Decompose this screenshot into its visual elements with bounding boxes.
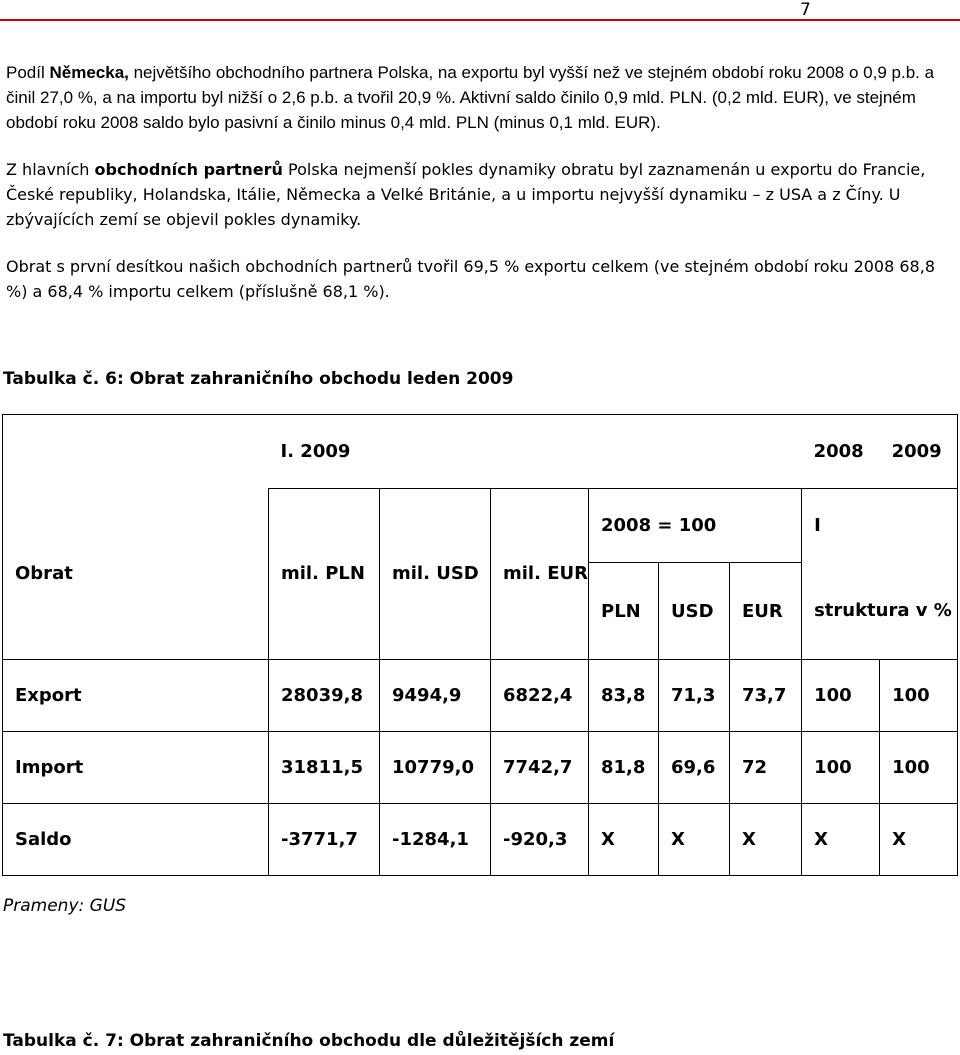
page-number: 7 [800,0,811,20]
header-roman-i: I [802,489,958,563]
paragraph-partners [6,157,956,232]
cell-index-eur: 73,7 [730,660,802,732]
cell-structure-2008: X [802,804,880,876]
p2-suffix: Polska nejmenší pokles dynamiky obratu byl zaznamenán u exportu do Francie, České republiky, Holandska, Itálie, Německa a Velké Británie, a u importu nejvyšší dynamiku – z USA a z Číny. U zbývajících zemí se objevil pokles dynamiky. [6,160,926,229]
table-row-export [3,660,958,732]
header-row-index [3,489,958,563]
header-sub-usd: USD [659,563,730,660]
cell-usd: 9494,9 [380,660,491,732]
cell-structure-2009: 100 [880,732,958,804]
header-period: I. 2009 [269,415,802,489]
row-label: Saldo [3,804,269,876]
cell-index-pln: 83,8 [589,660,659,732]
cell-index-eur: 72 [730,732,802,804]
header-structure: struktura v % [802,563,958,660]
cell-usd: -1284,1 [380,804,491,876]
table6-caption: Tabulka č. 6: Obrat zahraničního obchodu leden 2009 [3,369,514,389]
p1-suffix: největšího obchodního partnera Polska, na exportu byl vyšší než ve stejném období roku 2008 o 0,9 p.b. a činil 27,0 %, a na importu byl nižší o 2,6 p.b. a tvořil 20,9 %. Aktivní saldo činilo 0,9 mld. PLN. (0,2 mld. EUR), ve stejném období roku 2008 saldo bylo pasivní a činilo minus 0,4 mld. PLN (minus 0,1 mld. EUR). [6,63,935,132]
table-row-saldo [3,804,958,876]
trade-table [2,414,958,876]
row-label: Import [3,732,269,804]
header-empty [3,415,269,489]
cell-pln: 31811,5 [269,732,380,804]
source-note: Prameny: GUS [3,896,127,916]
p1-prefix: Podíl [6,63,50,82]
paragraph-germany [6,60,956,135]
cell-index-usd: 69,6 [659,732,730,804]
cell-index-pln: 81,8 [589,732,659,804]
cell-index-usd: X [659,804,730,876]
cell-eur: 6822,4 [491,660,589,732]
paragraph-top-ten: Obrat s první desítkou našich obchodních partnerů tvořil 69,5 % exportu celkem (ve stejném období roku 2008 68,8 %) a 68,4 % importu celkem (příslušně 68,1 %). [6,257,935,301]
header-mil-usd: mil. USD [380,489,491,660]
cell-pln: -3771,7 [269,804,380,876]
header-mil-eur: mil. EUR [491,489,589,660]
header-row-years [3,415,958,489]
cell-eur: 7742,7 [491,732,589,804]
cell-pln: 28039,8 [269,660,380,732]
p2-prefix: Z hlavních [6,160,95,179]
table7-caption: Tabulka č. 7: Obrat zahraničního obchodu dle důležitějších zemí [3,1031,615,1051]
header-sub-eur: EUR [730,563,802,660]
cell-eur: -920,3 [491,804,589,876]
row-label: Export [3,660,269,732]
cell-structure-2009: 100 [880,660,958,732]
cell-structure-2008: 100 [802,732,880,804]
header-index: 2008 = 100 [589,489,802,563]
cell-structure-2009: X [880,804,958,876]
cell-structure-2008: 100 [802,660,880,732]
header-obrat: Obrat [3,489,269,660]
header-sub-pln: PLN [589,563,659,660]
p2-bold: obchodních partnerů [94,160,283,179]
cell-index-pln: X [589,804,659,876]
cell-usd: 10779,0 [380,732,491,804]
header-mil-pln: mil. PLN [269,489,380,660]
header-year-a: 2008 [802,415,880,489]
header-year-b: 2009 [880,415,958,489]
cell-index-usd: 71,3 [659,660,730,732]
p1-bold: Německa, [49,63,129,82]
cell-index-eur: X [730,804,802,876]
header-rule [0,19,960,21]
table-row-import [3,732,958,804]
